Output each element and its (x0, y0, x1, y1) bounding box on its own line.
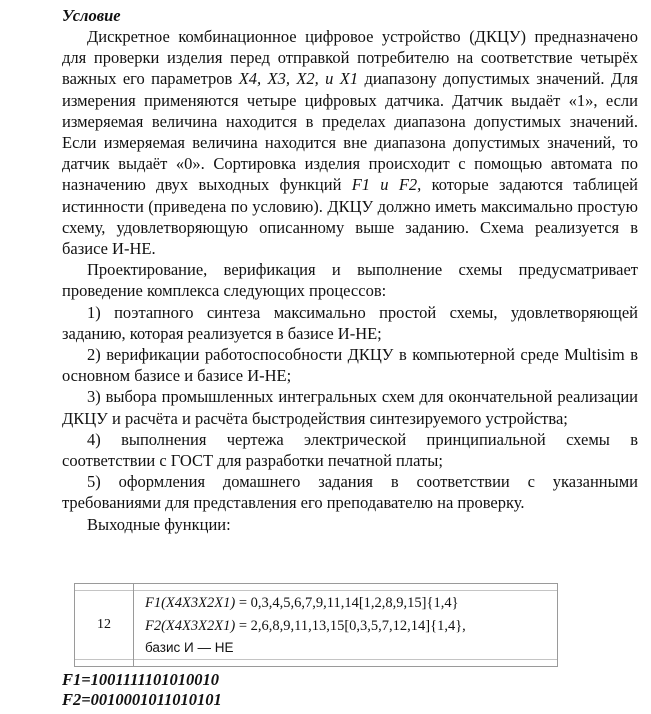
function-f1 (145, 595, 459, 612)
design-item-4: 4) выполнения чертежа электрической принципиальной схемы в соответствии с ГОСТ для разработки печатной платы; (62, 429, 638, 471)
intro-text-a: Дискретное комбинационное цифровое устройство (ДКЦУ) предназначено для проверки изделия перед отправкой потребителю на соответствие четырёх важных его параметров (62, 27, 638, 89)
design-item-2: 2) верификации работоспособности ДКЦУ в компьютерной среде Multisim в основном базисе и базисе И-НЕ; (62, 345, 638, 386)
table-column-divider (133, 584, 134, 666)
design-item-1: 1) поэтапного синтеза максимально простой схемы, удовлетворяющей заданию, которая реализуется в базисе И-НЕ; (62, 302, 638, 343)
design-item-3: 3) выбора промышленных интегральных схем для окончательной реализации ДКЦУ и расчёта и расчёта быстродействия синтезируемого устройства; (62, 387, 638, 428)
function-f2-name: F2(X4X3X2X1) (145, 618, 236, 634)
function-f2-value: = 2,6,8,9,11,13,15[0,3,5,7,12,14]{1,4}, (235, 618, 466, 634)
intro-paragraph (62, 26, 638, 259)
table-row-divider-top (75, 590, 557, 591)
intro-functions: F1 и F2 (351, 175, 418, 195)
heading: Условие (62, 6, 121, 25)
outputs-label: Выходные функции: (87, 514, 231, 534)
variant-number: 12 (97, 617, 111, 632)
result-f1: F1=1001111101010010 (62, 670, 220, 689)
intro-text-b: диапазону допустимых значений. Для измерения применяются четыре цифровых датчика. Датчик выдаёт «1», если измеряемая величина находится в пределах диапазона допустимых значений. Если измеряемая величина находится вне диапазона допустимых значений, то датчик выдаёт «0». Сортировка изделия происходит с помощью автомата по назначению двух выходных функций (62, 69, 638, 195)
function-f1-name: F1(X4X3X2X1) (145, 595, 236, 611)
truth-function-table (74, 583, 558, 667)
result-f2: F2=0010001011010101 (62, 690, 222, 709)
design-lead: Проектирование, верификация и выполнение схемы предусматривает проведение комплекса следующих процессов: (62, 260, 638, 301)
design-item-5: 5) оформления домашнего задания в соответствии с указанными требованиями для представления его преподавателю на проверку. (62, 472, 638, 513)
table-row-divider-bottom (75, 659, 557, 660)
intro-vars: X4, X3, X2, и X1 (238, 69, 359, 89)
condition-document (62, 5, 638, 535)
function-f2 (145, 618, 466, 635)
function-f1-value: = 0,3,4,5,6,7,9,11,14[1,2,8,9,15]{1,4} (235, 595, 459, 611)
basis-label: базис И — НЕ (145, 640, 234, 655)
intro-text-c: , которые задаются таблицей истинности (приведена по условию). ДКЦУ должно иметь максимально простую схему, удовлетворяющую описанному выше заданию. Схема реализуется в базисе И-НЕ. (62, 175, 638, 259)
